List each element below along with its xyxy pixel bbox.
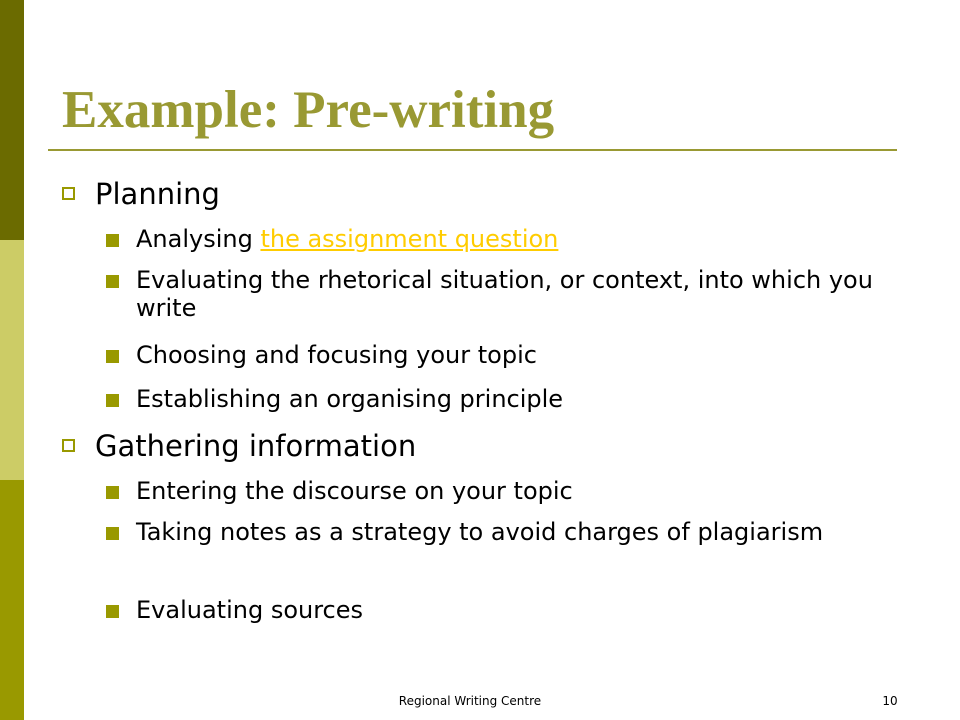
hollow-square-bullet-icon [62,439,75,452]
square-bullet-icon [106,350,119,363]
footer-text: Regional Writing Centre [398,694,542,708]
sidebar-segment-bottom [0,480,24,720]
bullet-item [106,266,896,322]
section-label: Planning [95,177,220,211]
bullet-text: Evaluating the rhetorical situation, or context, into which you write [136,266,873,322]
square-bullet-icon [106,527,119,540]
bullet-item [106,477,896,505]
bullet-item [106,596,896,624]
bullet-text: Taking notes as a strategy to avoid charges of plagiarism [136,518,824,546]
sidebar-segment-middle [0,240,24,480]
bullet-item [106,341,896,369]
bullet-text: Choosing and focusing your topic [136,341,537,369]
square-bullet-icon [106,275,119,288]
bullet-item [106,225,896,253]
square-bullet-icon [106,486,119,499]
bullet-item [106,385,896,413]
bullet-text: Establishing an organising principle [136,385,564,413]
square-bullet-icon [106,605,119,618]
assignment-question-link[interactable]: the assignment question [260,225,559,253]
square-bullet-icon [106,234,119,247]
hollow-square-bullet-icon [62,187,75,200]
slide-title: Example: Pre-writing [62,81,555,139]
bullet-text: Evaluating sources [136,596,364,624]
square-bullet-icon [106,394,119,407]
section-label: Gathering information [95,429,417,463]
title-underline [48,149,897,151]
bullet-text: Entering the discourse on your topic [136,477,573,505]
page-number: 10 [882,694,898,708]
decorative-sidebar [0,0,24,720]
bullet-text: Analysing [136,225,261,253]
sidebar-segment-top [0,0,24,240]
bullet-item [106,518,896,546]
